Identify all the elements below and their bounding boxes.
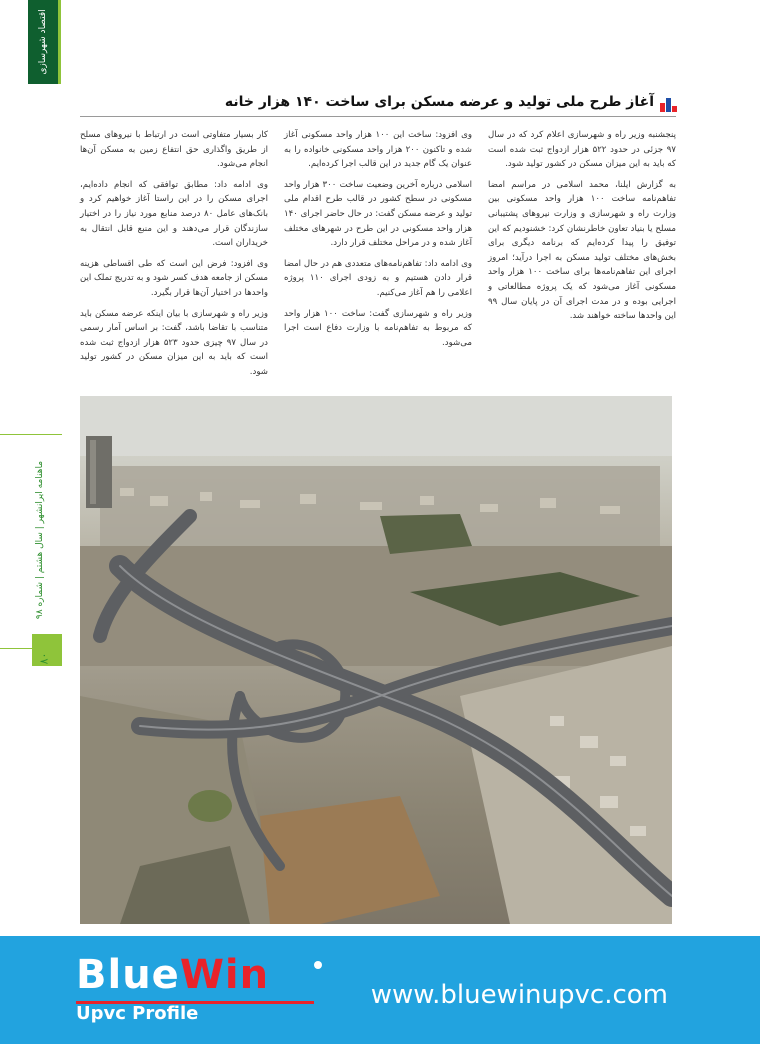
brand-wordmark — [76, 953, 269, 997]
paragraph: اسلامی درباره آخرین وضعیت ساخت ۳۰۰ هزار واحد مسکونی در سطح کشور در قالب طرح اقدام ملی تولید و عرضه مسکن گفت: در حال حاضر اجرای ۱۴۰ هزار واحد مسکونی در این طرح در شهرهای مختلف آغاز شده و در مراحل مختلف قرار دارد. — [284, 179, 472, 249]
bluewin-logo — [76, 953, 322, 1029]
brand-win: Win — [179, 952, 270, 998]
section-label: اقتصاد شهرسازی — [38, 9, 48, 75]
paragraph: کار بسیار متفاوتی است در ارتباط با نیروهای مسلح از طریق واگذاری حق انتفاع زمین به مسکن آن‌ها انجام می‌شود. — [80, 130, 268, 170]
ad-website-link[interactable]: www.bluewinupvc.com — [370, 980, 668, 1010]
brand-blue: Blue — [76, 952, 180, 998]
column-left — [80, 128, 268, 390]
bar-chart-icon — [660, 96, 676, 112]
column-right — [488, 128, 676, 390]
paragraph: پنجشنبه وزیر راه و شهرسازی اعلام کرد که در سال ۹۷ جزئی در حدود ۵۲۲ هزار ازدواج ثبت شده است که باید به این میزان مسکن در کشور تولید شود. — [488, 130, 676, 170]
article-title: آغاز طرح ملی تولید و عرضه مسکن برای ساخت ۱۴۰ هزار خانه — [224, 94, 654, 110]
paragraph: وی ادامه داد: مطابق توافقی که انجام داده‌ایم، اجرای مسکن را در این راستا آغاز خواهیم کرد و بانک‌های عامل ۸۰ درصد منابع مورد نیاز را در اختیار سازندگان قرار می‌دهند و این منبع قابل انتقال به خریداران است. — [80, 179, 268, 249]
brand-subtitle: Upvc Profile — [76, 1003, 199, 1024]
sidebar-divider — [0, 434, 62, 435]
page-number: ۸۰ — [37, 652, 51, 665]
registered-mark-icon — [314, 961, 322, 969]
column-middle — [284, 128, 472, 390]
bluewin-ad-banner[interactable] — [0, 936, 760, 1044]
aerial-city-highway-photo — [80, 396, 672, 924]
paragraph: به گزارش ایلنا، محمد اسلامی در مراسم امضا تفاهم‌نامه ساخت ۱۰۰ هزار واحد مسکونی بین وزارت راه و شهرسازی و وزارت نیروهای پشتیبانی مسلح یا بنیاد تعاون خاطرنشان کرد: خشنودیم که این توفیق را پیدا کرده‌ایم که برنامه دیگری برای بخش‌های مختلف تولید مسکن به اجرا درآید؛ امروز اجرای این تفاهم‌نامه‌ها برای ساخت ۱۰۰ هزار واحد مسکونی آغاز می‌شود که یک پروژه مطالعاتی و اجرایی بوده و در مدت اجرای آن در پایان سال ۹۹ این واحدها ساخته خواهند شد. — [488, 179, 676, 322]
photo-illustration — [80, 396, 672, 924]
paragraph: وزیر راه و شهرسازی با بیان اینکه عرضه مسکن باید متناسب با تقاضا باشد، گفت: بر اساس آمار رسمی در سال ۹۷ چیزی حدود ۵۲۳ هزار ازدواج ثبت شده است که باید به این میزان مسکن در کشور تولید شود. — [80, 308, 269, 377]
paragraph: وی افزود: ساخت این ۱۰۰ هزار واحد مسکونی آغاز شده و تاکنون ۲۰۰ هزار واحد مسکونی خانواده را به عنوان یک گام جدید در این قالب اجرا کرده‌ایم. — [284, 130, 472, 170]
publication-info: ماهنامه ایرانشهر | سال هشتم | شماره ۹۸ — [35, 460, 45, 620]
article-body — [80, 128, 676, 390]
paragraph: وی ادامه داد: تفاهم‌نامه‌های متعددی هم در حال امضا قرار دادن هستیم و به زودی اجرای ۱۱۰ پروژه اعلامی را هم آغاز می‌کنیم. — [284, 258, 473, 298]
paragraph: وی افزود: فرض این است که طی اقساطی هزینه مسکن از جامعه هدف کسر شود و به تدریج تملک این واحدها در اختیار آن‌ها قرار بگیرد. — [80, 258, 268, 298]
article-header — [80, 92, 676, 117]
paragraph: وزیر راه و شهرسازی گفت: ساخت ۱۰۰ هزار واحد که مربوط به تفاهم‌نامه با وزارت دفاع است اجرا می‌شود. — [284, 308, 472, 348]
section-tab — [28, 0, 61, 84]
